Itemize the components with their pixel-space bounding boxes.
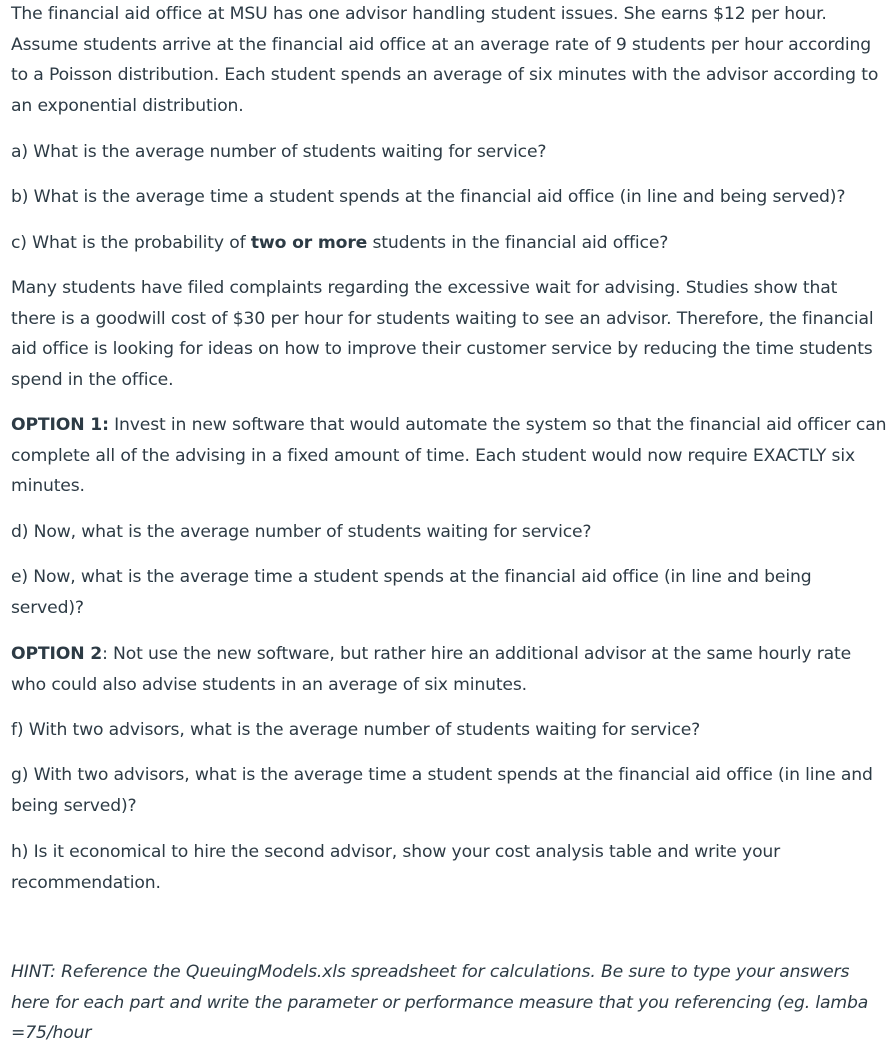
- question-c-prefix: c) What is the probability of: [11, 233, 251, 253]
- question-g: g) With two advisors, what is the average time a student spends at the financial aid office (in line and being served)?: [11, 765, 873, 816]
- option-1-label: OPTION 1:: [11, 415, 109, 435]
- question-h: h) Is it economical to hire the second advisor, show your cost analysis table and write your recommendation.: [11, 842, 781, 893]
- question-e: e) Now, what is the average time a student spends at the financial aid office (in line and being served)?: [11, 567, 812, 618]
- complaints-paragraph: Many students have filed complaints regarding the excessive wait for advising. Studies show that there is a goodwill cost of $30 per hour for students waiting to see an advisor. Therefore, the financial aid office is looking for ideas on how to improve their customer service by reducing the time students spend in the office.: [11, 278, 874, 390]
- question-c: [11, 228, 891, 259]
- question-b: b) What is the average time a student spends at the financial aid office (in line and being served)?: [11, 187, 846, 207]
- question-f: f) With two advisors, what is the average number of students waiting for service?: [11, 720, 701, 740]
- option-1-text: Invest in new software that would automate the system so that the financial aid officer can complete all of the advising in a fixed amount of time. Each student would now require EXACTLY six minutes.: [11, 415, 887, 496]
- option-2-label: OPTION 2: [11, 644, 103, 664]
- option-2-text: : Not use the new software, but rather hire an additional advisor at the same hourly rate who could also advise students in an average of six minutes.: [11, 644, 852, 695]
- hint-paragraph: HINT: Reference the QueuingModels.xls spreadsheet for calculations. Be sure to type your answers here for each part and write the parameter or performance measure that you referencing (eg. lamba =75/hour: [11, 962, 869, 1043]
- question-d: d) Now, what is the average number of students waiting for service?: [11, 522, 592, 542]
- option-2-paragraph: [11, 639, 891, 700]
- question-c-suffix: students in the financial aid office?: [367, 233, 669, 253]
- question-c-emphasis: two or more: [250, 233, 368, 253]
- option-1-paragraph: [11, 410, 891, 502]
- question-a: a) What is the average number of students waiting for service?: [11, 142, 547, 162]
- intro-paragraph: The financial aid office at MSU has one advisor handling student issues. She earns $12 per hour. Assume students arrive at the financial aid office at an average rate of 9 students per hour according to a Poisson distribution. Each student spends an average of six minutes with the advisor according to an exponential distribution.: [11, 4, 879, 116]
